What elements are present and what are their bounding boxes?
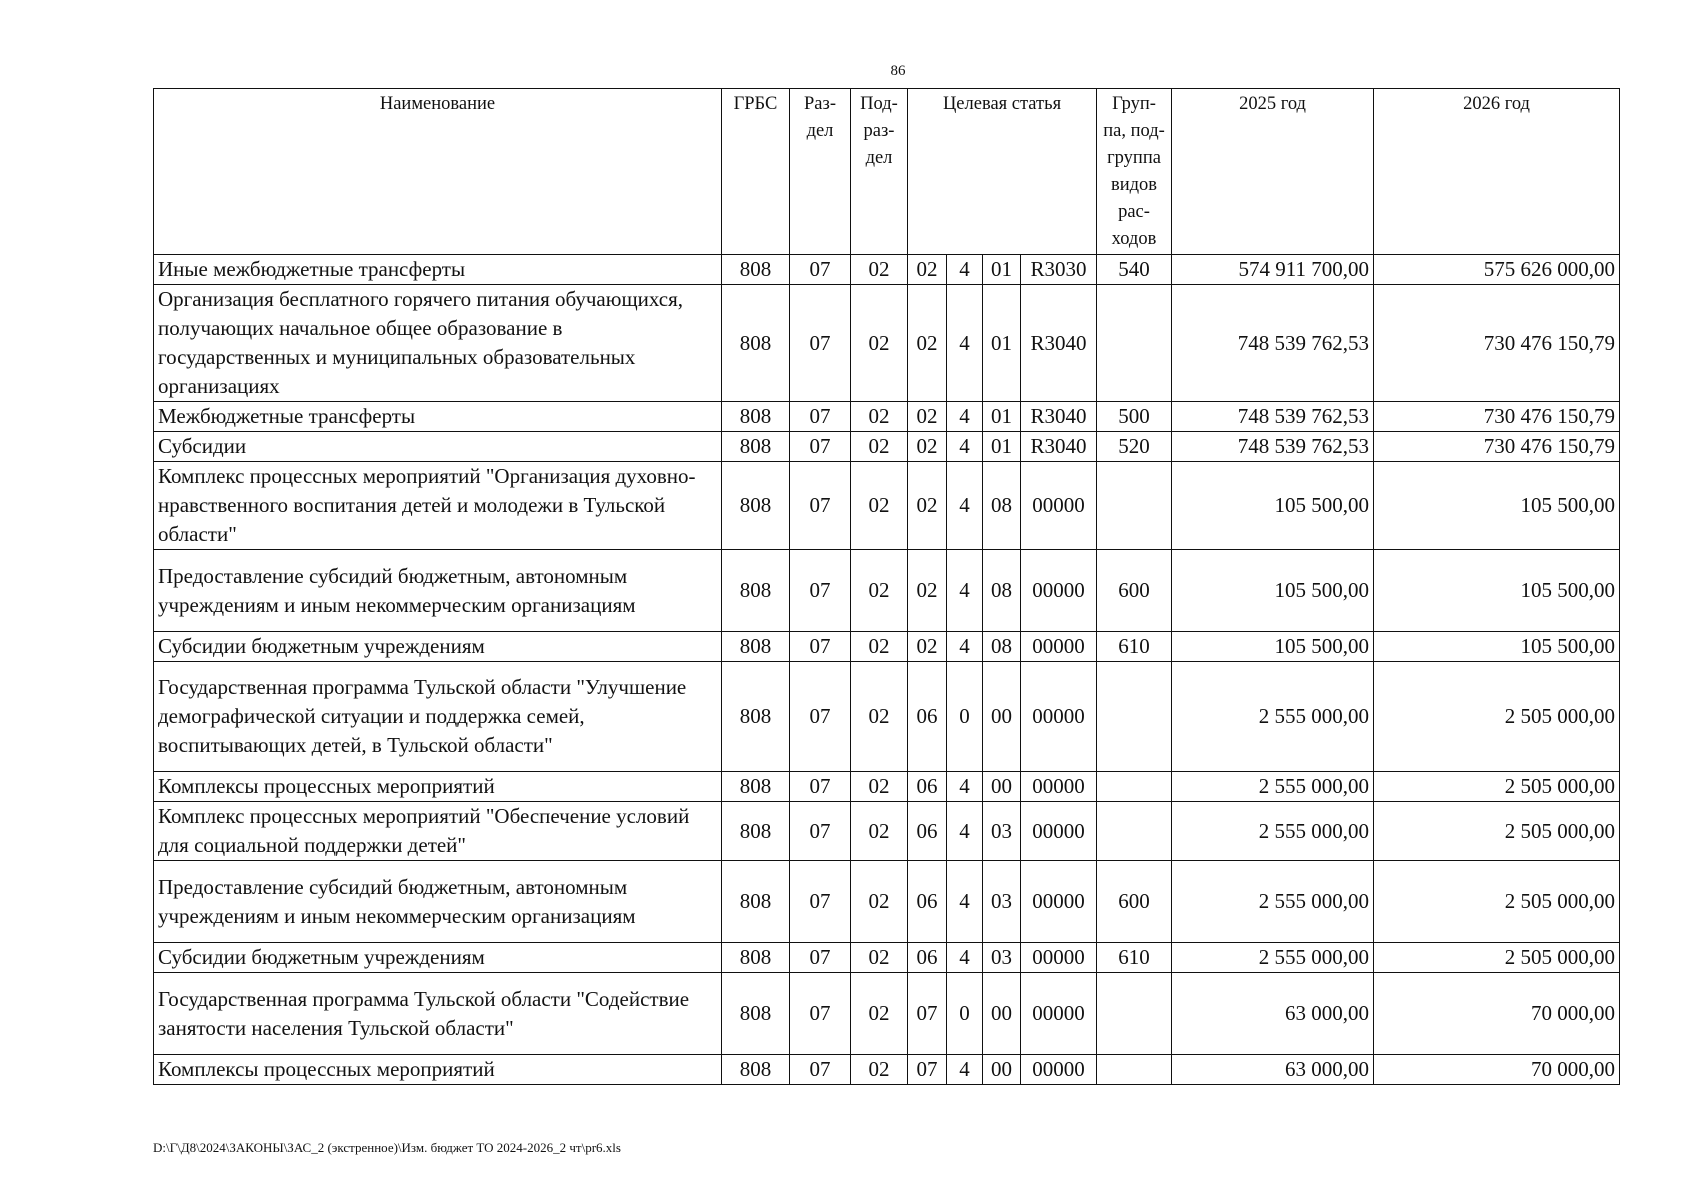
row-target-direction: 00000 (1021, 973, 1097, 1055)
row-target-structural: 00 (983, 973, 1021, 1055)
row-target-structural: 00 (983, 772, 1021, 802)
header-target-article: Целевая статья (908, 89, 1097, 255)
row-amount-2026: 730 476 150,79 (1374, 432, 1620, 462)
row-amount-2026: 2 505 000,00 (1374, 861, 1620, 943)
row-razdel: 07 (790, 550, 851, 632)
row-target-structural: 01 (983, 402, 1021, 432)
row-target-type: 4 (947, 861, 983, 943)
row-amount-2026: 575 626 000,00 (1374, 255, 1620, 285)
row-amount-2025: 574 911 700,00 (1172, 255, 1374, 285)
table-row (154, 255, 1620, 285)
row-razdel: 07 (790, 432, 851, 462)
file-path-footer: D:\Г\Д8\2024\ЗАКОНЫ\ЗАС_2 (экстренное)\Изм. бюджет ТО 2024-2026_2 чт\pr6.xls (153, 1140, 621, 1155)
row-target-direction: 00000 (1021, 772, 1097, 802)
row-target-direction: 00000 (1021, 632, 1097, 662)
header-year-2025: 2025 год (1172, 89, 1374, 255)
row-name: Предоставление субсидий бюджетным, автономным учреждениям и иным некоммерческим организациям (154, 861, 722, 943)
row-target-type: 4 (947, 943, 983, 973)
row-amount-2025: 2 555 000,00 (1172, 861, 1374, 943)
row-podrazdel: 02 (851, 462, 908, 550)
page-number: 86 (890, 63, 906, 79)
row-amount-2026: 730 476 150,79 (1374, 285, 1620, 402)
row-amount-2026: 2 505 000,00 (1374, 662, 1620, 772)
row-razdel: 07 (790, 861, 851, 943)
row-amount-2025: 2 555 000,00 (1172, 662, 1374, 772)
row-podrazdel: 02 (851, 943, 908, 973)
row-expense-group (1097, 1055, 1172, 1085)
row-amount-2026: 105 500,00 (1374, 550, 1620, 632)
row-amount-2025: 2 555 000,00 (1172, 772, 1374, 802)
table-row (154, 402, 1620, 432)
row-expense-group: 610 (1097, 943, 1172, 973)
row-target-program: 07 (908, 973, 947, 1055)
row-target-structural: 01 (983, 432, 1021, 462)
row-name: Организация бесплатного горячего питания обучающихся, получающих начальное общее образование в государственных и муниципальных образовательных организациях (154, 285, 722, 402)
row-target-program: 06 (908, 861, 947, 943)
row-target-structural: 00 (983, 1055, 1021, 1085)
row-amount-2026: 105 500,00 (1374, 632, 1620, 662)
header-razdel: Раз- дел (790, 89, 851, 255)
row-amount-2025: 2 555 000,00 (1172, 943, 1374, 973)
row-grbs: 808 (722, 432, 790, 462)
row-podrazdel: 02 (851, 285, 908, 402)
row-amount-2025: 748 539 762,53 (1172, 285, 1374, 402)
row-amount-2026: 2 505 000,00 (1374, 802, 1620, 861)
row-razdel: 07 (790, 973, 851, 1055)
table-row (154, 861, 1620, 943)
row-razdel: 07 (790, 943, 851, 973)
row-target-direction: 00000 (1021, 662, 1097, 772)
row-amount-2026: 70 000,00 (1374, 1055, 1620, 1085)
table-row (154, 1055, 1620, 1085)
row-target-program: 07 (908, 1055, 947, 1085)
row-amount-2026: 105 500,00 (1374, 462, 1620, 550)
row-amount-2025: 105 500,00 (1172, 550, 1374, 632)
row-target-structural: 01 (983, 285, 1021, 402)
row-name: Предоставление субсидий бюджетным, автономным учреждениям и иным некоммерческим организациям (154, 550, 722, 632)
row-expense-group (1097, 462, 1172, 550)
row-podrazdel: 02 (851, 432, 908, 462)
row-razdel: 07 (790, 462, 851, 550)
row-target-structural: 08 (983, 632, 1021, 662)
row-target-direction: 00000 (1021, 1055, 1097, 1085)
row-target-direction: R3040 (1021, 402, 1097, 432)
row-podrazdel: 02 (851, 632, 908, 662)
row-target-type: 4 (947, 462, 983, 550)
row-expense-group: 600 (1097, 550, 1172, 632)
row-target-program: 06 (908, 772, 947, 802)
row-amount-2026: 2 505 000,00 (1374, 943, 1620, 973)
row-name: Комплекс процессных мероприятий "Организация духовно-нравственного воспитания детей и молодежи в Тульской области" (154, 462, 722, 550)
row-target-structural: 00 (983, 662, 1021, 772)
row-target-structural: 03 (983, 861, 1021, 943)
row-razdel: 07 (790, 772, 851, 802)
row-target-type: 4 (947, 432, 983, 462)
budget-table (153, 88, 1620, 1085)
row-grbs: 808 (722, 402, 790, 432)
row-podrazdel: 02 (851, 772, 908, 802)
row-grbs: 808 (722, 550, 790, 632)
row-amount-2025: 105 500,00 (1172, 632, 1374, 662)
table-row (154, 772, 1620, 802)
row-podrazdel: 02 (851, 802, 908, 861)
row-target-structural: 01 (983, 255, 1021, 285)
row-target-direction: R3040 (1021, 432, 1097, 462)
row-podrazdel: 02 (851, 973, 908, 1055)
row-target-program: 02 (908, 550, 947, 632)
row-grbs: 808 (722, 255, 790, 285)
row-expense-group (1097, 285, 1172, 402)
row-amount-2025: 63 000,00 (1172, 1055, 1374, 1085)
row-target-direction: 00000 (1021, 861, 1097, 943)
row-podrazdel: 02 (851, 550, 908, 632)
row-expense-group (1097, 772, 1172, 802)
row-expense-group: 610 (1097, 632, 1172, 662)
row-grbs: 808 (722, 802, 790, 861)
table-row (154, 432, 1620, 462)
row-grbs: 808 (722, 772, 790, 802)
row-expense-group (1097, 802, 1172, 861)
header-year-2026: 2026 год (1374, 89, 1620, 255)
row-amount-2026: 730 476 150,79 (1374, 402, 1620, 432)
header-grbs: ГРБС (722, 89, 790, 255)
row-name: Комплексы процессных мероприятий (154, 1055, 722, 1085)
row-target-type: 0 (947, 662, 983, 772)
row-grbs: 808 (722, 462, 790, 550)
row-expense-group: 500 (1097, 402, 1172, 432)
row-target-program: 02 (908, 432, 947, 462)
row-razdel: 07 (790, 402, 851, 432)
row-target-structural: 08 (983, 462, 1021, 550)
row-name: Государственная программа Тульской области "Улучшение демографической ситуации и поддержка семей, воспитывающих детей, в Тульской области" (154, 662, 722, 772)
table-row (154, 802, 1620, 861)
table-header-row (154, 89, 1620, 255)
row-podrazdel: 02 (851, 255, 908, 285)
row-name: Государственная программа Тульской области "Содействие занятости населения Тульской области" (154, 973, 722, 1055)
row-razdel: 07 (790, 1055, 851, 1085)
row-expense-group: 540 (1097, 255, 1172, 285)
row-target-direction: 00000 (1021, 550, 1097, 632)
row-target-program: 06 (908, 662, 947, 772)
row-grbs: 808 (722, 1055, 790, 1085)
row-podrazdel: 02 (851, 861, 908, 943)
row-amount-2026: 70 000,00 (1374, 973, 1620, 1055)
row-grbs: 808 (722, 285, 790, 402)
row-podrazdel: 02 (851, 402, 908, 432)
row-razdel: 07 (790, 255, 851, 285)
row-grbs: 808 (722, 861, 790, 943)
row-target-type: 4 (947, 402, 983, 432)
row-name: Субсидии бюджетным учреждениям (154, 632, 722, 662)
row-name: Субсидии бюджетным учреждениям (154, 943, 722, 973)
row-razdel: 07 (790, 802, 851, 861)
row-podrazdel: 02 (851, 662, 908, 772)
row-target-direction: R3030 (1021, 255, 1097, 285)
row-name: Межбюджетные трансферты (154, 402, 722, 432)
table-row (154, 632, 1620, 662)
row-amount-2025: 105 500,00 (1172, 462, 1374, 550)
row-target-type: 4 (947, 285, 983, 402)
row-target-program: 02 (908, 255, 947, 285)
row-target-direction: 00000 (1021, 943, 1097, 973)
row-podrazdel: 02 (851, 1055, 908, 1085)
table-row (154, 943, 1620, 973)
row-target-program: 02 (908, 632, 947, 662)
table-row (154, 550, 1620, 632)
row-target-type: 4 (947, 802, 983, 861)
row-razdel: 07 (790, 632, 851, 662)
row-name: Комплексы процессных мероприятий (154, 772, 722, 802)
table-row (154, 973, 1620, 1055)
row-grbs: 808 (722, 943, 790, 973)
table-body (154, 255, 1620, 1085)
row-target-type: 4 (947, 550, 983, 632)
row-target-structural: 08 (983, 550, 1021, 632)
table-row (154, 662, 1620, 772)
row-target-type: 4 (947, 632, 983, 662)
row-target-direction: 00000 (1021, 462, 1097, 550)
row-amount-2026: 2 505 000,00 (1374, 772, 1620, 802)
row-expense-group: 600 (1097, 861, 1172, 943)
header-name: Наименование (154, 89, 722, 255)
row-amount-2025: 748 539 762,53 (1172, 432, 1374, 462)
row-target-direction: 00000 (1021, 802, 1097, 861)
row-expense-group (1097, 662, 1172, 772)
row-target-type: 4 (947, 255, 983, 285)
row-name: Комплекс процессных мероприятий "Обеспечение условий для социальной поддержки детей" (154, 802, 722, 861)
row-target-direction: R3040 (1021, 285, 1097, 402)
row-target-structural: 03 (983, 802, 1021, 861)
row-razdel: 07 (790, 285, 851, 402)
row-name: Иные межбюджетные трансферты (154, 255, 722, 285)
row-target-type: 4 (947, 1055, 983, 1085)
header-expense-group: Груп- па, под- группа видов рас- ходов (1097, 89, 1172, 255)
row-target-type: 0 (947, 973, 983, 1055)
row-expense-group (1097, 973, 1172, 1055)
row-target-program: 02 (908, 285, 947, 402)
row-target-structural: 03 (983, 943, 1021, 973)
row-target-program: 02 (908, 462, 947, 550)
header-podrazdel: Под- раз- дел (851, 89, 908, 255)
table-row (154, 285, 1620, 402)
row-name: Субсидии (154, 432, 722, 462)
row-target-program: 06 (908, 943, 947, 973)
row-target-program: 06 (908, 802, 947, 861)
table-row (154, 462, 1620, 550)
row-target-type: 4 (947, 772, 983, 802)
row-grbs: 808 (722, 632, 790, 662)
row-expense-group: 520 (1097, 432, 1172, 462)
row-amount-2025: 63 000,00 (1172, 973, 1374, 1055)
row-amount-2025: 2 555 000,00 (1172, 802, 1374, 861)
row-target-program: 02 (908, 402, 947, 432)
row-amount-2025: 748 539 762,53 (1172, 402, 1374, 432)
row-grbs: 808 (722, 662, 790, 772)
row-razdel: 07 (790, 662, 851, 772)
row-grbs: 808 (722, 973, 790, 1055)
